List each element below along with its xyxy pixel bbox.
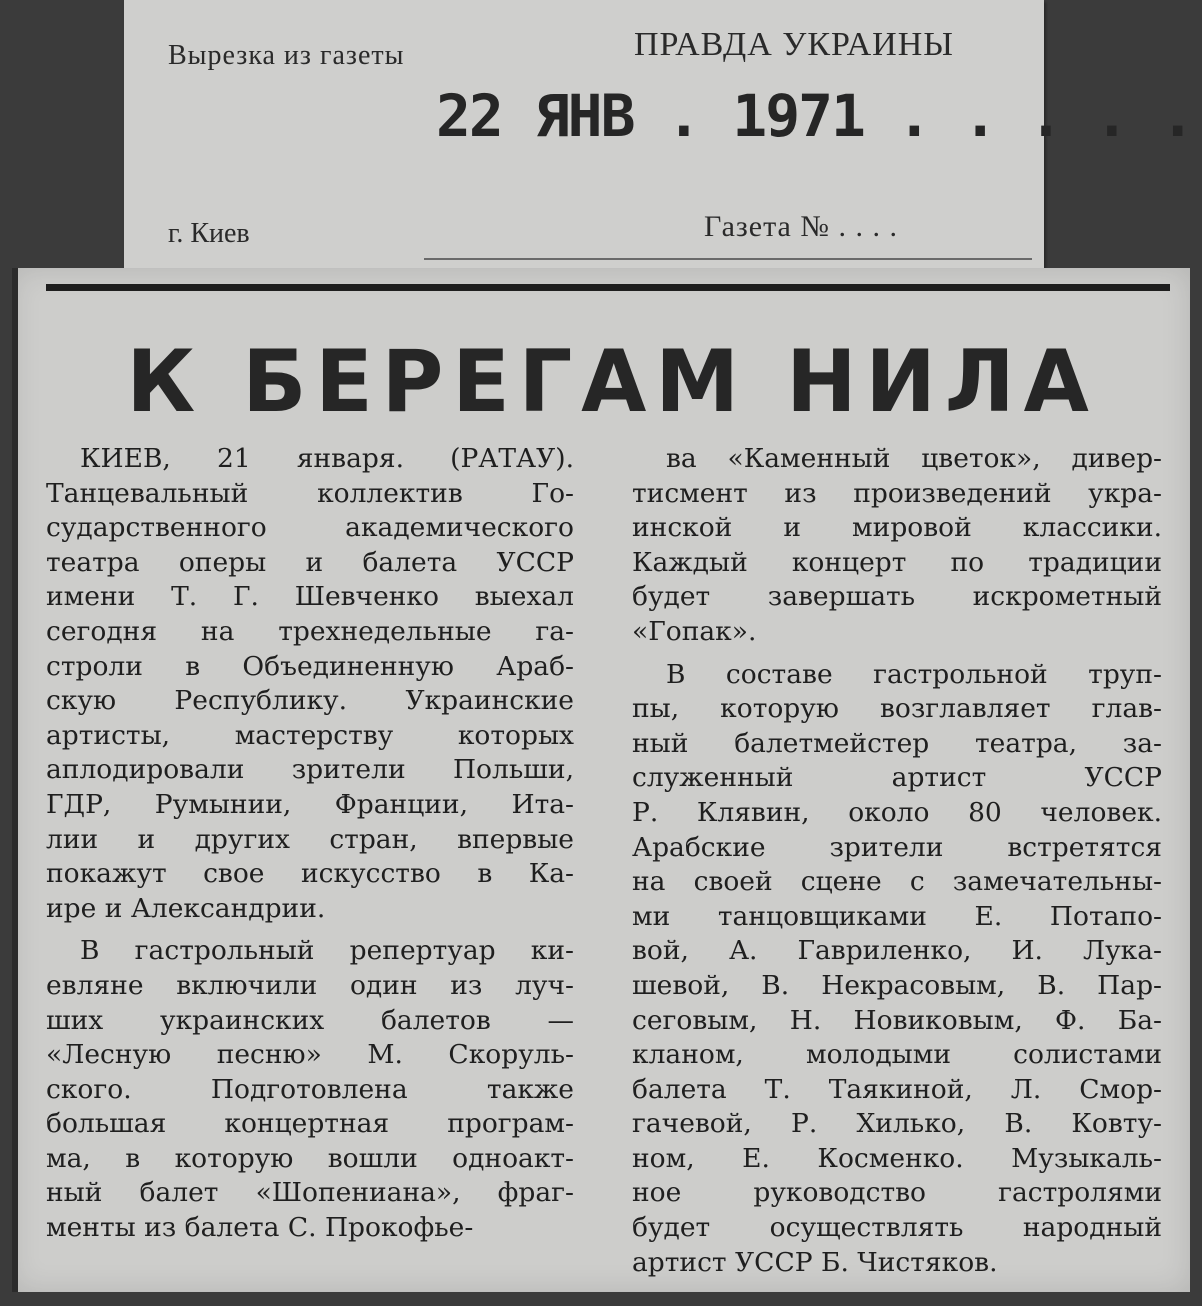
article-text-line: Каждый концерт по традиции [632,546,1162,578]
article-text-line: ное руководство гастролями [632,1177,1162,1209]
article-text-line: артист УССР Б. Чистяков. [632,1246,998,1278]
article-text-line: менты из балета С. Прокофье- [46,1212,474,1244]
article-text-line: сегодня на трехнедельные га- [46,615,574,647]
article-text-line: на своей сцене с замечательны- [632,866,1162,898]
issue-number-label: Газета № . . . . [704,210,898,243]
article-text-line: ире и Александрии. [46,892,326,924]
article-text-line: шевой, В. Некрасовым, В. Пар- [632,969,1162,1001]
article-text-line: ших украинских балетов — [46,1004,574,1036]
slip-divider [424,258,1032,260]
article-text-line: «Гопак». [632,615,757,647]
article-text-line: сударственного академического [46,512,574,544]
city-label: г. Киев [168,218,250,249]
article-text-line: артисты, мастерству которых [46,719,574,751]
article-text-line: балета Т. Таякиной, Л. Смор- [632,1073,1162,1105]
article-text-line: евляне включили один из луч- [46,969,574,1001]
article-text-line: кланом, молодыми солистами [632,1039,1162,1071]
article-text-line: ми танцовщиками Е. Потапо- [632,900,1162,932]
article-clipping [12,268,1190,1292]
article-text-line: покажут свое искусство в Ка- [46,858,574,890]
stamped-date: 22 ЯНВ . 1971 . . . . . [436,82,1194,150]
paragraph-gap [632,650,1162,658]
article-text-line: ма, в которую вошли одноакт- [46,1142,574,1174]
clipping-edge [12,268,18,1292]
article-text-line: лии и других стран, впервые [46,823,574,855]
article-text-line: тисмент из произведений укра- [632,477,1162,509]
article-text-line: ГДР, Румынии, Франции, Ита- [46,788,574,820]
article-text-line: имени Т. Г. Шевченко выехал [46,581,574,613]
paragraph-gap [46,926,574,934]
article-text-line: театра оперы и балета УССР [46,546,574,578]
article-text-line: Арабские зрители встретятся [632,831,1162,863]
article-text-line: ный балет «Шопениана», фраг- [46,1177,574,1209]
article-text-line: В составе гастрольной труп- [666,658,1162,690]
article-text-line: служенный артист УССР [632,762,1162,794]
clipping-source-label: Вырезка из газеты [168,40,405,71]
article-text-line: В гастрольный репертуар ки- [80,935,574,967]
article-text-line: ном, Е. Косменко. Музыкаль- [632,1142,1162,1174]
article-text-line: ный балетмейстер театра, за- [632,727,1162,759]
article-text-line: сеговым, Н. Новиковым, Ф. Ба- [632,1004,1162,1036]
article-text-line: будет осуществлять народный [632,1212,1162,1244]
article-text-line: будет завершать искрометный [632,581,1162,613]
newspaper-name: ПРАВДА УКРАИНЫ [634,26,954,63]
article-headline: К БЕРЕГАМ НИЛА [126,332,1098,432]
article-text-line: пы, которую возглавляет глав- [632,693,1162,725]
article-column-right [632,442,1162,1280]
headline-top-rule [46,284,1170,291]
article-text-line: скую Республику. Украинские [46,685,574,717]
article-text-line: большая концертная програм- [46,1108,574,1140]
article-text-line: инской и мировой классики. [632,512,1162,544]
article-text-line: Р. Клявин, около 80 человек. [632,796,1162,828]
article-text-line: гачевой, Р. Хилько, В. Ковту- [632,1108,1162,1140]
article-text-line: «Лесную песню» М. Скоруль- [46,1039,574,1071]
article-text-line: вой, А. Гавриленко, И. Лука- [632,935,1162,967]
newspaper-label-slip [124,0,1194,272]
article-text-line: КИЕВ, 21 января. (РАТАУ). [80,443,574,474]
article-text-line: аплодировали зрители Польши, [46,754,574,786]
article-text-line: строли в Объединенную Араб- [46,650,574,682]
article-text-line: Танцевальный коллектив Го- [46,477,574,509]
article-column-left [46,442,574,1246]
article-text-line: ва «Каменный цветок», дивер- [666,443,1162,474]
article-text-line: ского. Подготовлена также [46,1073,574,1105]
